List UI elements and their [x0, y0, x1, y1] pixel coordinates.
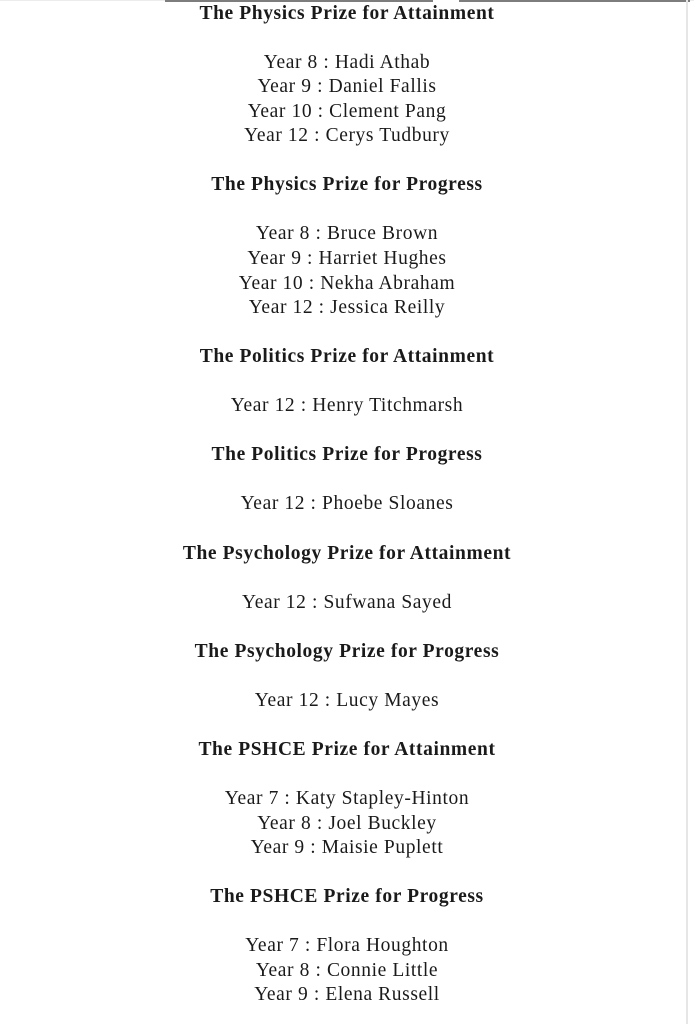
prize-section-heading: The Physics Prize for Attainment: [199, 2, 495, 24]
prize-entry-list: [0, 394, 694, 419]
prize-section-heading: The Politics Prize for Attainment: [199, 346, 495, 368]
prize-entry: Year 12 : Phoebe Sloanes: [240, 493, 454, 515]
prize-section-heading: The Psychology Prize for Progress: [194, 640, 500, 662]
prize-entry: Year 10 : Clement Pang: [247, 100, 447, 122]
prize-entry-list: [0, 934, 694, 1008]
prize-section-heading: The Politics Prize for Progress: [211, 444, 483, 466]
prize-entry-list: [0, 591, 694, 616]
prize-section: [0, 173, 694, 320]
prize-entry: Year 12 : Lucy Mayes: [254, 689, 440, 711]
prize-section-heading: The Physics Prize for Progress: [211, 174, 483, 196]
prize-entry: Year 12 : Cerys Tudbury: [244, 125, 450, 147]
prize-section: [0, 345, 694, 419]
prize-section: [0, 738, 694, 861]
prize-entry: Year 12 : Sufwana Sayed: [241, 591, 453, 613]
prize-entry-list: [0, 689, 694, 714]
prize-entry: Year 9 : Daniel Fallis: [257, 76, 437, 98]
prize-entry-list: [0, 51, 694, 149]
prize-entry-list: [0, 787, 694, 861]
prize-entry: Year 10 : Nekha Abraham: [238, 272, 456, 294]
prize-section: [0, 2, 694, 149]
prize-section-heading: The PSHCE Prize for Progress: [210, 886, 484, 908]
prize-section: [0, 443, 694, 517]
prize-entry: Year 7 : Flora Houghton: [245, 935, 449, 957]
prize-entry: Year 12 : Henry Titchmarsh: [230, 395, 464, 417]
prize-entry-list: [0, 222, 694, 320]
prize-entry: Year 8 : Joel Buckley: [257, 812, 437, 834]
prize-entry: Year 8 : Connie Little: [255, 959, 439, 981]
prize-section-heading: The Psychology Prize for Attainment: [182, 542, 512, 564]
prize-section-heading: The PSHCE Prize for Attainment: [198, 738, 496, 760]
prize-entry: Year 8 : Hadi Athab: [263, 51, 431, 73]
prize-entry: Year 12 : Jessica Reilly: [248, 297, 446, 319]
prize-entry-list: [0, 492, 694, 517]
prize-entry: Year 8 : Bruce Brown: [255, 223, 439, 245]
prize-entry: Year 9 : Harriet Hughes: [247, 247, 447, 269]
prize-section: [0, 885, 694, 1008]
prize-entry: Year 7 : Katy Stapley-Hinton: [224, 788, 470, 809]
prize-section: [0, 542, 694, 616]
prize-entry: Year 9 : Maisie Puplett: [250, 837, 444, 859]
prize-section: [0, 640, 694, 714]
prize-entry: Year 9 : Elena Russell: [254, 984, 440, 1006]
